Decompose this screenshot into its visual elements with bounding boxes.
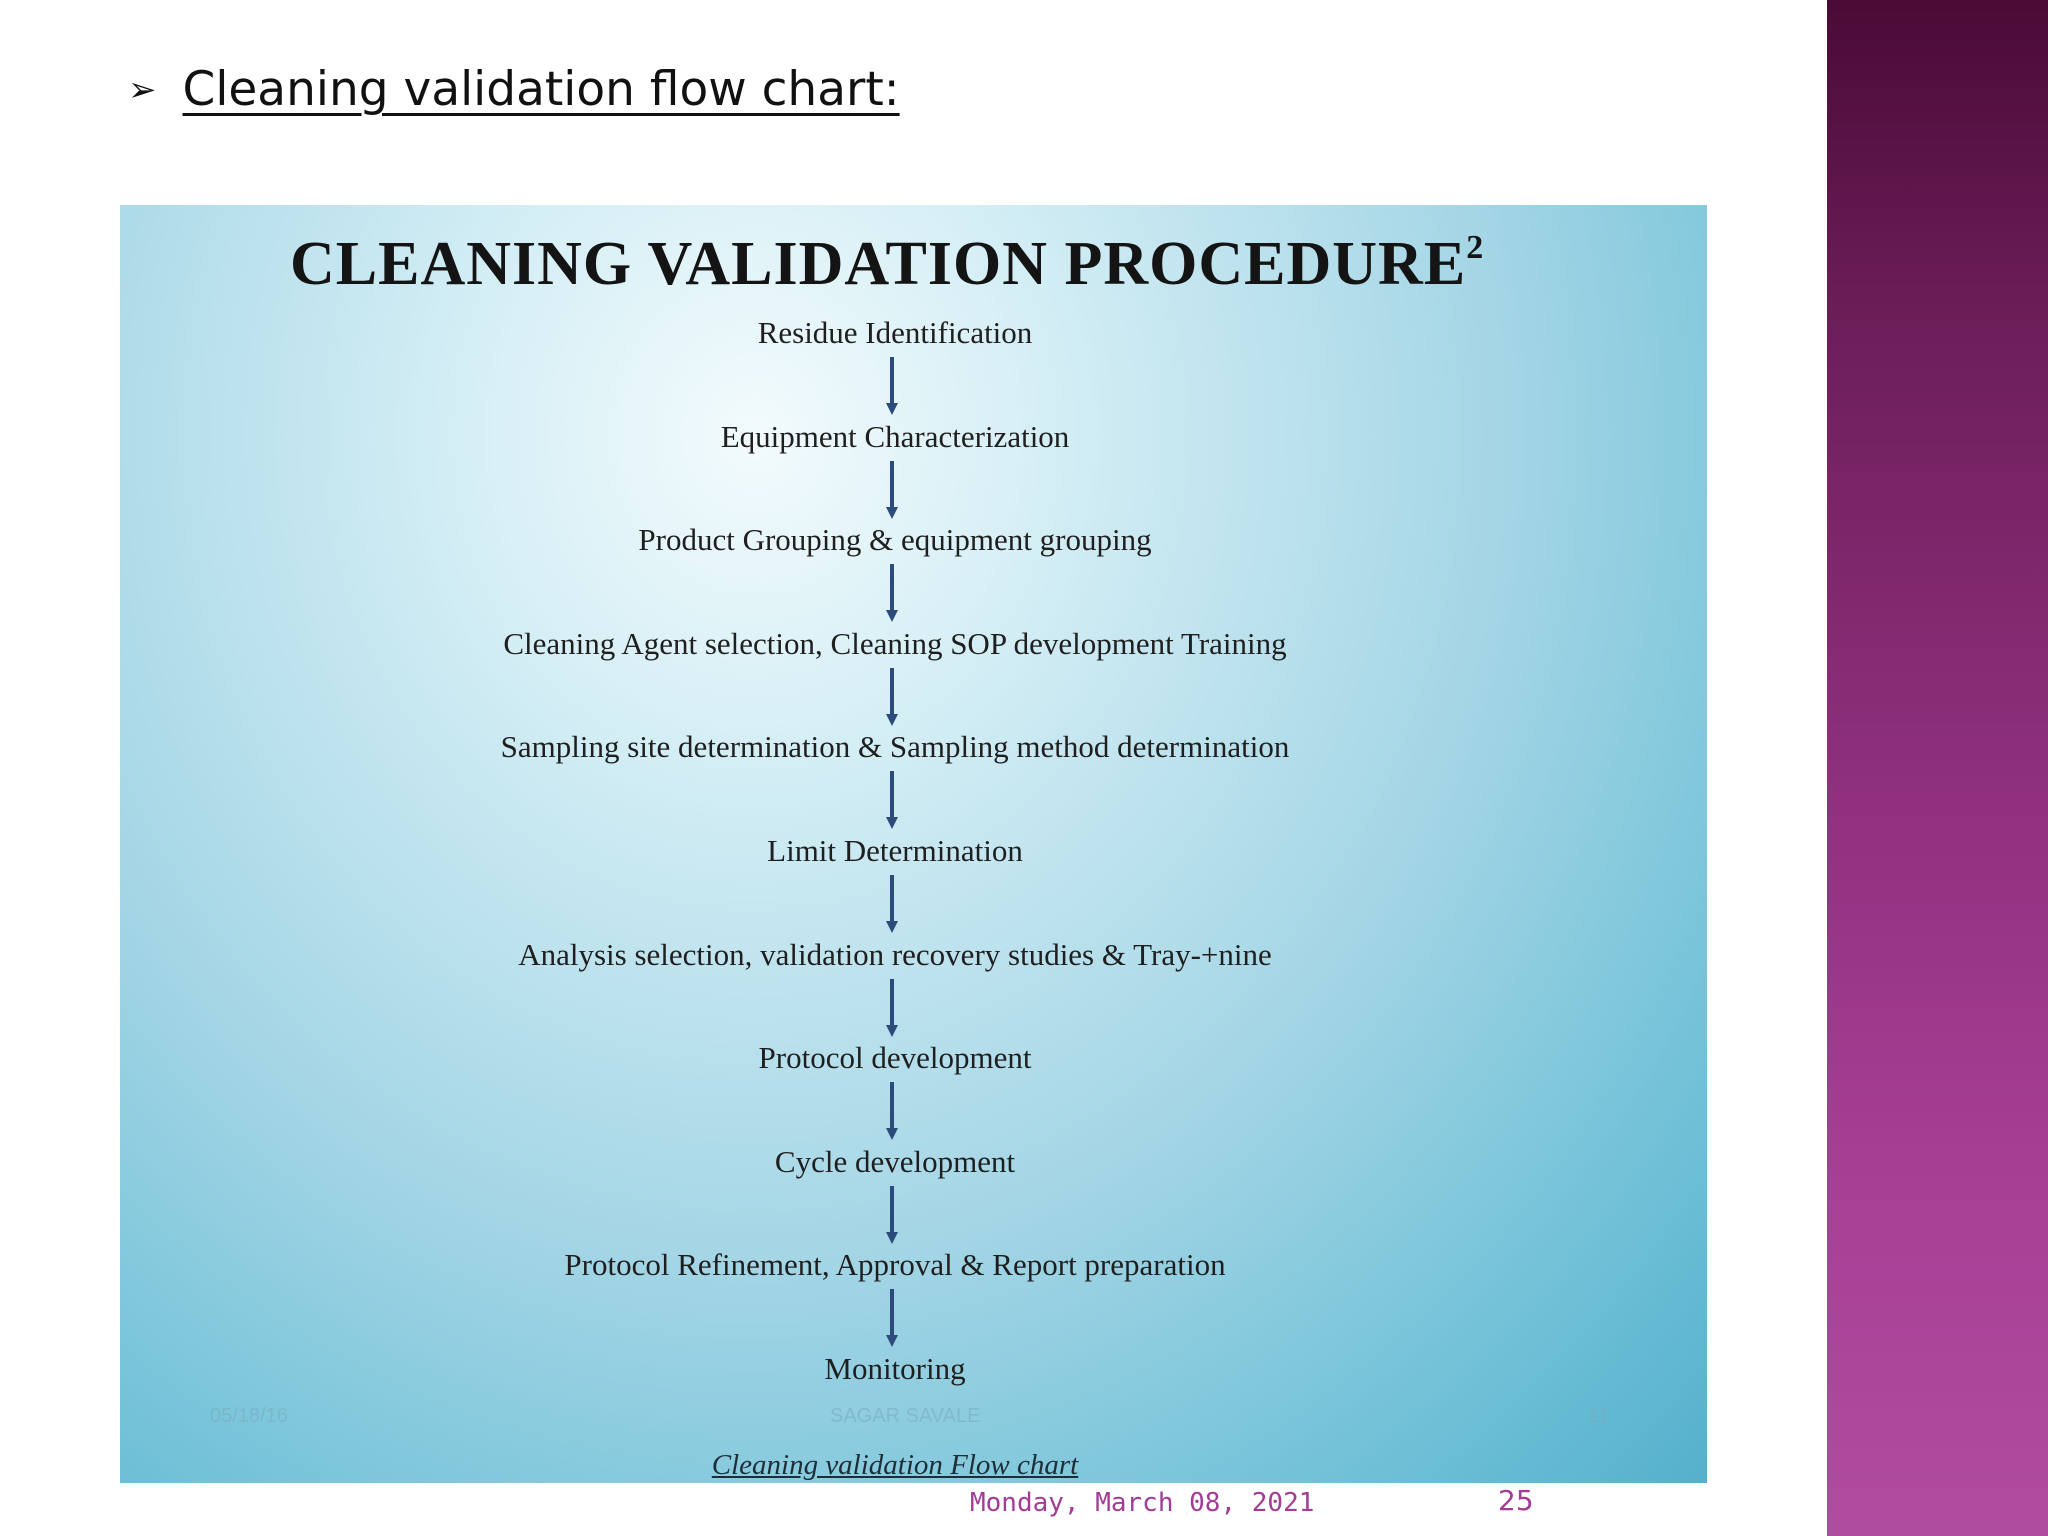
flowchart-step-label: Sampling site determination & Sampling method determination <box>500 729 1290 765</box>
flowchart-step <box>120 626 1670 730</box>
down-arrow-icon <box>886 564 898 622</box>
flowchart-step-label: Product Grouping & equipment grouping <box>638 522 1152 558</box>
flowchart-step <box>120 1144 1670 1248</box>
down-arrow-icon <box>886 875 898 933</box>
footer-page-number: 25 <box>1498 1484 1534 1517</box>
footer-date: Monday, March 08, 2021 <box>970 1488 1315 1518</box>
decorative-side-band <box>1827 0 2048 1536</box>
down-arrow-icon <box>886 979 898 1037</box>
arrow-bullet-icon: ➢ <box>128 69 157 110</box>
flowchart-steps <box>120 315 1670 1455</box>
flowchart-step <box>120 315 1670 419</box>
flowchart-step-label: Cleaning Agent selection, Cleaning SOP development Training <box>503 625 1287 661</box>
figure-caption: Cleaning validation Flow chart <box>711 1449 1079 1481</box>
flowchart-step-label: Protocol development <box>758 1040 1032 1076</box>
down-arrow-icon <box>886 771 898 829</box>
down-arrow-icon <box>886 1082 898 1140</box>
flowchart-step <box>120 1040 1670 1144</box>
down-arrow-icon <box>886 668 898 726</box>
flowchart-step <box>120 729 1670 833</box>
down-arrow-icon <box>886 357 898 415</box>
slide-title: Cleaning validation flow chart: <box>182 62 900 117</box>
faint-footer-page: 11 <box>1588 1405 1609 1427</box>
figure-title-superscript: 2 <box>1466 229 1485 266</box>
figure-title: CLEANING VALIDATION PROCEDURE$^2$ <box>290 229 1485 298</box>
down-arrow-icon <box>886 461 898 519</box>
flowchart-figure <box>120 205 1707 1483</box>
flowchart-step-label: Cycle development <box>774 1143 1016 1179</box>
flowchart-step <box>120 833 1670 937</box>
flowchart-step <box>120 937 1670 1041</box>
flowchart-step <box>120 522 1670 626</box>
slide-heading <box>128 62 900 117</box>
flowchart-step-label: Analysis selection, validation recovery studies & Tray-+nine <box>518 936 1272 972</box>
flowchart-step <box>120 1351 1670 1455</box>
faint-footer-author: SAGAR SAVALE <box>830 1405 981 1427</box>
flowchart-step <box>120 1247 1670 1351</box>
flowchart-step-label: Limit Determination <box>767 832 1023 868</box>
down-arrow-icon <box>886 1186 898 1244</box>
flowchart-step-label: Monitoring <box>824 1350 966 1386</box>
flowchart-step-label: Protocol Refinement, Approval & Report preparation <box>564 1247 1226 1283</box>
flowchart-step-label: Residue Identification <box>757 315 1033 350</box>
down-arrow-icon <box>886 1289 898 1347</box>
flowchart-step <box>120 419 1670 523</box>
faint-footer-date: 05/18/16 <box>210 1405 288 1427</box>
flowchart-step-label: Equipment Characterization <box>720 418 1070 454</box>
